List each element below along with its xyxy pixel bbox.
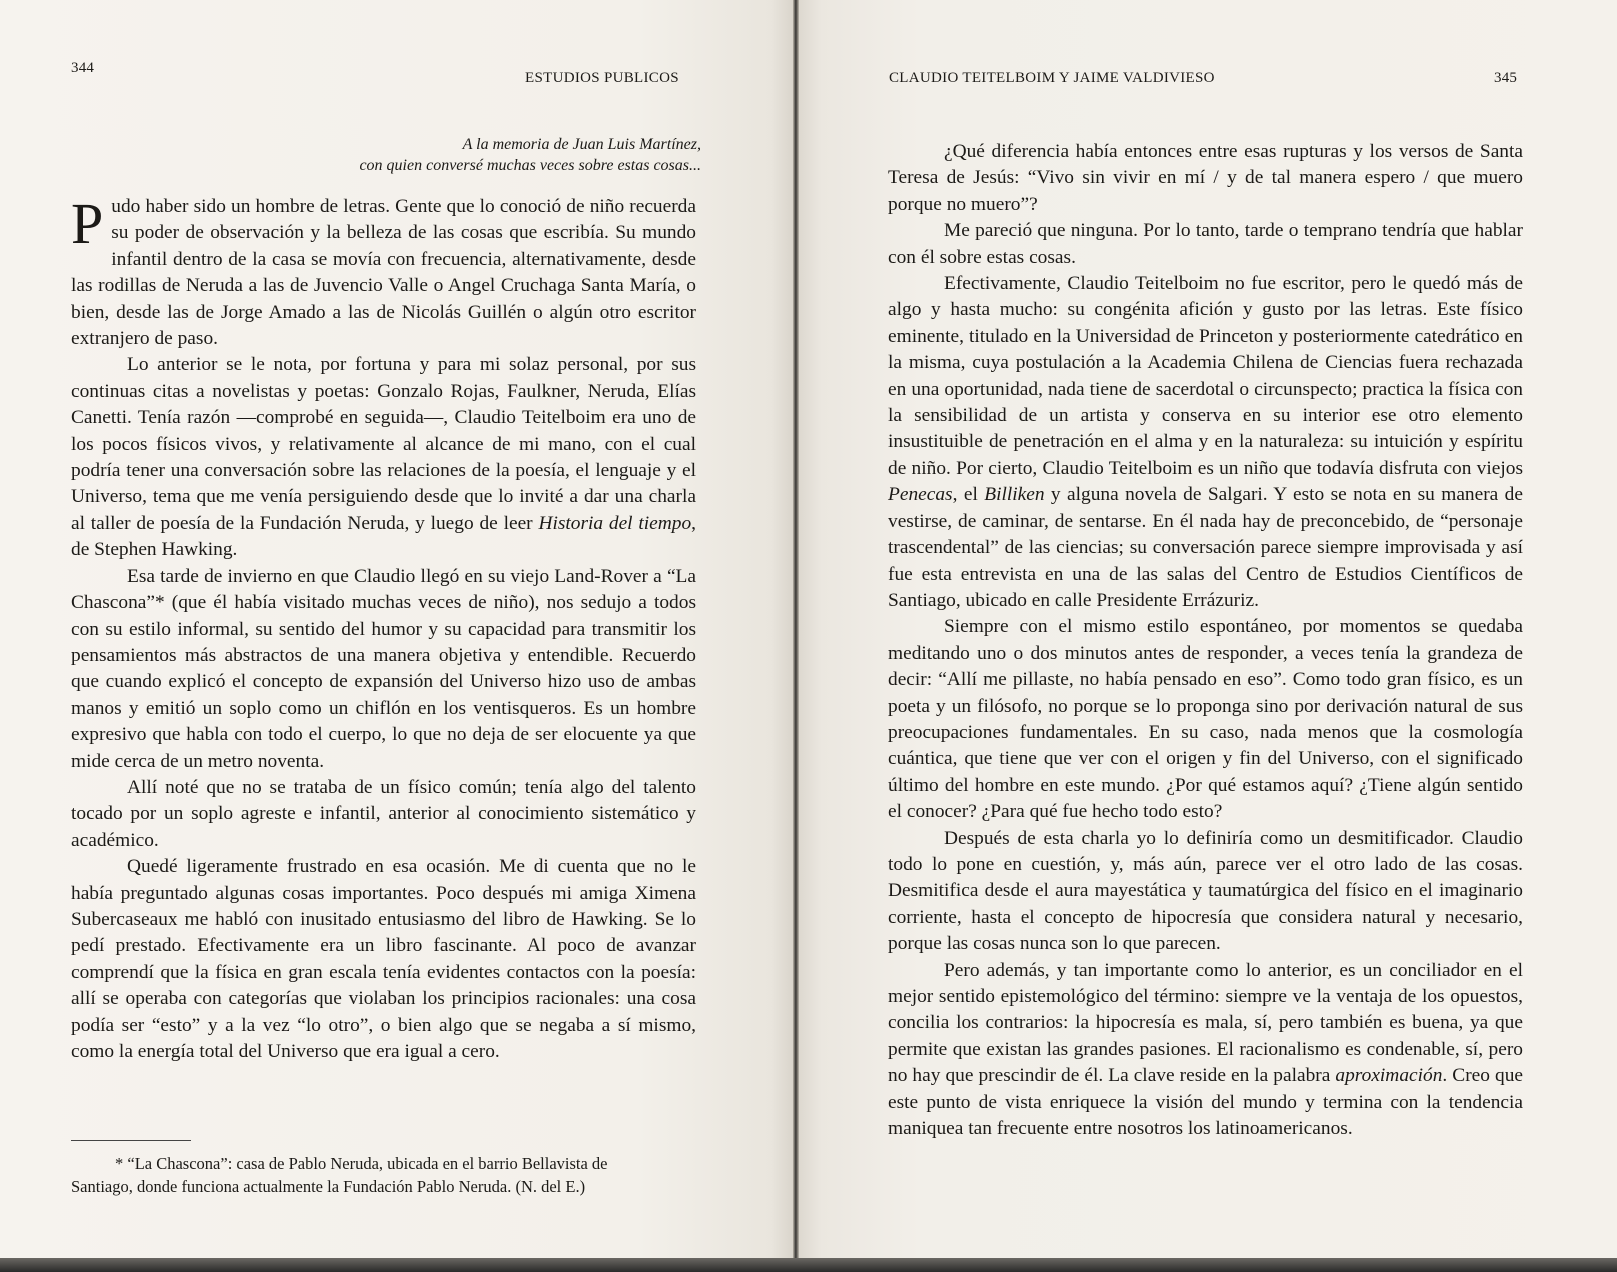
paragraph: Después de esta charla yo lo definiría como un desmitificador. Claudio todo lo pone en cuestión, y, más aún, parece ver el otro lado de las cosas. Desmitifica desde el aura mayestática y taumatúrgica del físico en el imaginario corriente, hasta el concepto de hipocresía que considera natural y necesario, porque las cosas nunca son lo que parecen.	[888, 827, 1523, 955]
paragraph-text: y alguna novela de Salgari. Y esto se nota en su manera de vestirse, de caminar, de sentarse. En él nada hay de preconcebido, de “personaje trascendental” de las ciencias; su conversación parece siempre improvisada y así fue esta entrevista en una de las salas del Centro de Estudios Científicos de Santiago, ubicado en calle Presidente Errázuriz.	[888, 484, 1523, 611]
paragraph: Esa tarde de invierno en que Claudio llegó en su viejo Land-Rover a “La Chascona”* (que él había visitado muchas veces de niño), nos sedujo a todos con su estilo informal, su sentido del humor y su capacidad para transmitir los pensamientos más abstractos de una manera objetiva y entendible. Recuerdo que cuando explicó el concepto de expansión del Universo hizo uso de ambas manos y emitió un soplo como un chiflón en los ventisqueros. Es un hombre expresivo que habla con todo el cuerpo, lo que no deja de ser elocuente ya que mide cerca de un metro noventa.	[71, 565, 696, 772]
paragraph-text: . Creo que este punto de vista enriquece la visión del mundo y termina con la tendencia maniquea tan frecuente entre nosotros los latinoamericanos.	[888, 1065, 1523, 1140]
paragraph: ¿Qué diferencia había entonces entre esas rupturas y los versos de Santa Teresa de Jesús: “Vivo sin vivir en mí / y de tal manera espero / que muero porque no muero”?	[888, 141, 1523, 215]
book-gutter	[793, 0, 799, 1262]
paragraph	[71, 191, 696, 352]
paragraph-text: , de Stephen Hawking.	[71, 512, 697, 561]
right-body-text	[888, 139, 1523, 1142]
paragraph-text: , el	[952, 484, 985, 506]
running-head: ESTUDIOS PUBLICOS	[525, 70, 679, 86]
book-title: Historia del tiempo	[538, 512, 692, 534]
paragraph-text: Efectivamente, Claudio Teitelboim no fue escritor, pero le quedó más de algo y hasta mucho: su congénita afición y gusto por las letras. Este físico eminente, titulado en la Universidad de Princeton y posteriormente catedrático en la misma, cuya postulación a la Academia Chilena de Ciencias fuera rechazada en una oportunidad, nada tiene de sacerdotal o circunspecto; practica la física con la sensibilidad de un artista y conserva en su interior ese otro elemento insustituible de penetración en el alma y en la naturaleza: su intuición y espíritu de niño. Por cierto, Claudio Teitelboim es un niño que todavía disfruta con viejos	[888, 273, 1523, 479]
paragraph	[888, 271, 1523, 614]
footnote-line: Santiago, donde funciona actualmente la Fundación Pablo Neruda. (N. del E.)	[71, 1177, 586, 1196]
paragraph: Me pareció que ninguna. Por lo tanto, tarde o temprano tendría que hablar con él sobre estas cosas.	[888, 220, 1523, 268]
dedication	[181, 134, 701, 176]
paragraph	[888, 958, 1523, 1143]
page-number: 344	[71, 60, 95, 76]
left-body-text	[71, 191, 697, 1065]
paragraph	[71, 352, 696, 563]
dedication-line: A la memoria de Juan Luis Martínez,	[462, 136, 701, 153]
italic-title: Billiken	[984, 484, 1045, 506]
running-head: CLAUDIO TEITELBOIM Y JAIME VALDIVIESO	[889, 70, 1215, 86]
paragraph: Quedé ligeramente frustrado en esa ocasión. Me di cuenta que no le había preguntado algunas cosas importantes. Poco después mi amiga Ximena Subercaseaux me habló con inusitado entusiasmo del libro de Hawking. Se lo pedí prestado. Efectivamente era un libro fascinante. Al poco de avanzar comprendí que la física en gran escala tenía evidentes contactos con la poesía: allí se operaba con categorías que violaban los principios racionales: una cosa podía ser “esto” y a la vez “lo otro”, o bien algo que se negaba a sí mismo, como la energía total del Universo que era igual a cero.	[71, 856, 696, 1062]
paragraph-text: udo haber sido un hombre de letras. Gente que lo conoció de niño recuerda su poder de observación y la belleza de las cosas que escribía. Su mundo infantil dentro de la casa se movía con frecuencia, alternativamente, desde las rodillas de Neruda a las de Juvencio Valle o Angel Cruchaga Santa María, o bien, desde las de Jorge Amado a las de Nicolás Guillén o algún otro escritor extranjero de paso.	[71, 196, 696, 350]
drop-cap: P	[71, 191, 104, 256]
page-number: 345	[1494, 70, 1518, 86]
footnote-line: * “La Chascona”: casa de Pablo Neruda, ubicada en el barrio Bellavista de	[115, 1154, 608, 1173]
italic-term: aproximación	[1335, 1065, 1443, 1087]
footnote	[71, 1152, 696, 1198]
paragraph-text: Lo anterior se le nota, por fortuna y para mi solaz personal, por sus continuas citas a novelistas y poetas: Gonzalo Rojas, Faulkner, Neruda, Elías Canetti. Tenía razón —comprobé en seguida—, Claudio Teitelboim era uno de los pocos físicos vivos, y relativamente al alcance de mi mano, con el cual podría tener una conversación sobre las relaciones de la poesía, el lenguaje y el Universo, tema que me venía persiguiendo desde que lo invité a dar una charla al taller de poesía de la Fundación Neruda, y luego de leer	[71, 354, 696, 534]
paragraph: Allí noté que no se trataba de un físico común; tenía algo del talento tocado por un soplo agreste e infantil, anterior al conocimiento sistemático y académico.	[71, 776, 696, 851]
paragraph-text: Pero además, y tan importante como lo anterior, es un conciliador en el mejor sentido epistemológico del término: siempre ve la ventaja de los opuestos, concilia los contrarios: la hipocresía es mala, sí, pero también es buena, ya que permite que existan las grandes pasiones. El racionalismo es condenable, sí, pero no hay que prescindir de él. La clave reside en la palabra	[888, 959, 1523, 1087]
scan-edge	[0, 1258, 1617, 1272]
left-page	[0, 0, 795, 1262]
italic-title: Penecas	[888, 484, 953, 506]
footnote-rule	[71, 1140, 191, 1141]
paragraph: Siempre con el mismo estilo espontáneo, por momentos se quedaba meditando uno o dos minutos antes de responder, a veces tenía la grandeza de decir: “Allí me pillaste, no había pensado en eso”. Como todo gran físico, es un poeta y un filósofo, no porque se lo proponga sino por derivación natural de sus preocupaciones fundamentales. En su caso, nada menos que la cosmología cuántica, que tiene que ver con el origen y fin del Universo, con el significado último del hombre en este mundo. ¿Por qué estamos aquí? ¿Tiene algún sentido el conocer? ¿Para qué fue hecho todo esto?	[888, 616, 1523, 823]
dedication-line: con quien conversé muchas veces sobre estas cosas...	[359, 157, 701, 174]
